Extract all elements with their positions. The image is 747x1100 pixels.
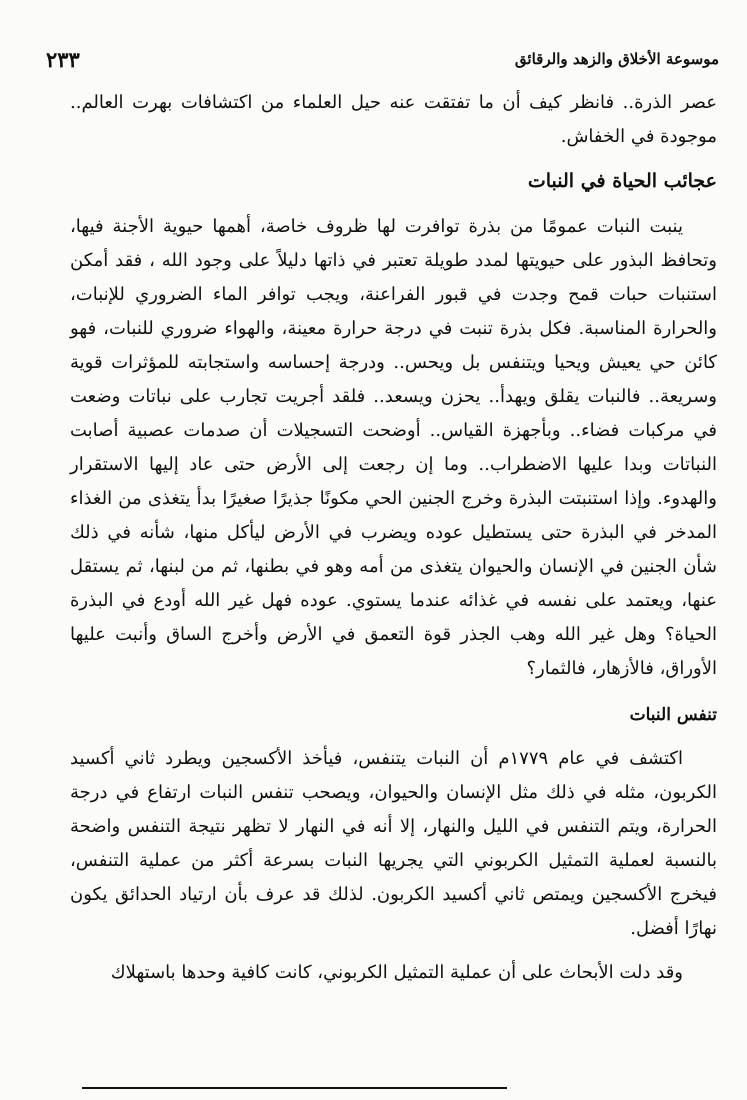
page-number: ٢٣٣ — [46, 47, 80, 72]
main-text — [70, 86, 717, 1080]
page-header — [46, 34, 719, 74]
paragraph-plant-respiration: اكتشف في عام ١٧٧٩م أن النبات يتنفس، فيأخذ الأكسجين ويطرد ثاني أكسيد الكربون، مثله في ذلك مثل الإنسان والحيوان، ويصحب تنفس النبات ارتفاع في درجة الحرارة، ويتم التنفس في الليل والنهار، إلا أنه في النهار لا تظهر نتيجة التنفس واضحة بالنسبة لعملية التمثيل الكربوني التي يجريها النبات بسرعة أكثر من عملية التنفس، فيخرج الأكسجين ويمتص ثاني أكسيد الكربون. لذلك قد عرف بأن ارتياد الحدائق يكون نهارًا أفضل. — [70, 748, 717, 939]
header-rule — [82, 1087, 507, 1089]
running-title: موسوعة الأخلاق والزهد والرقائق — [514, 50, 719, 68]
intro-paragraph: عصر الذرة.. فانظر كيف أن ما تفتقت عنه حيل العلماء من اكتشافات بهرت العالم.. موجودة في الخفاش. — [70, 92, 717, 147]
section-heading-plant-respiration: تنفس النبات — [629, 705, 717, 725]
section-heading-plant-life: عجائب الحياة في النبات — [527, 170, 717, 192]
paragraph-plant-life: ينبت النبات عمومًا من بذرة توافرت لها ظروف خاصة، أهمها حيوية الأجنة فيها، وتحافظ البذور على حيويتها لمدد طويلة تعتبر في ذاتها دليلاً على وجود الله ، فقد أمكن استنبات حبات قمح وجدت في قبور الفراعنة، ويجب توافر الماء الضروري للإنبات، والحرارة المناسبة. فكل بذرة تنبت في درجة حرارة معينة، والهواء ضروري للنبات، فهو كائن حي يعيش ويحيا ويتنفس بل ويحس.. ودرجة إحساسه واستجابته للمؤثرات قوية وسريعة.. فالنبات يقلق ويهدأ.. يحزن ويسعد.. فلقد أجريت تجارب على نباتات وضعت في مركبات فضاء.. وبأجهزة القياس.. أوضحت التسجيلات أن صدمات عصبية أصابت النباتات وبدا عليها الاضطراب.. وما إن رجعت إلى الأرض حتى عاد إليها الاستقرار والهدوء. وإذا استنبتت البذرة وخرج الجنين الحي مكونًا جذيرًا صغيرًا بدأ يتغذى من الغذاء المدخر في البذرة حتى يستطيل عوده ويضرب في الأرض ليأكل منها، شأنه في ذلك شأن الجنين في الإنسان والحيوان يتغذى من أمه وهو في بطنها، ثم من لبنها، ثم يستقل عنها، ويعتمد على نفسه في غذائه عندما يستوي. عوده فهل غير الله أودع في البذرة الحياة؟ وهل غير الله وهب الجذر قوة التعمق في الأرض وأخرج الساق وأنبت عليها الأوراق، فالأزهار، فالثمار؟ — [70, 216, 717, 679]
paragraph-research: وقد دلت الأبحاث على أن عملية التمثيل الكربوني، كانت كافية وحدها باستهلاك — [110, 962, 683, 983]
